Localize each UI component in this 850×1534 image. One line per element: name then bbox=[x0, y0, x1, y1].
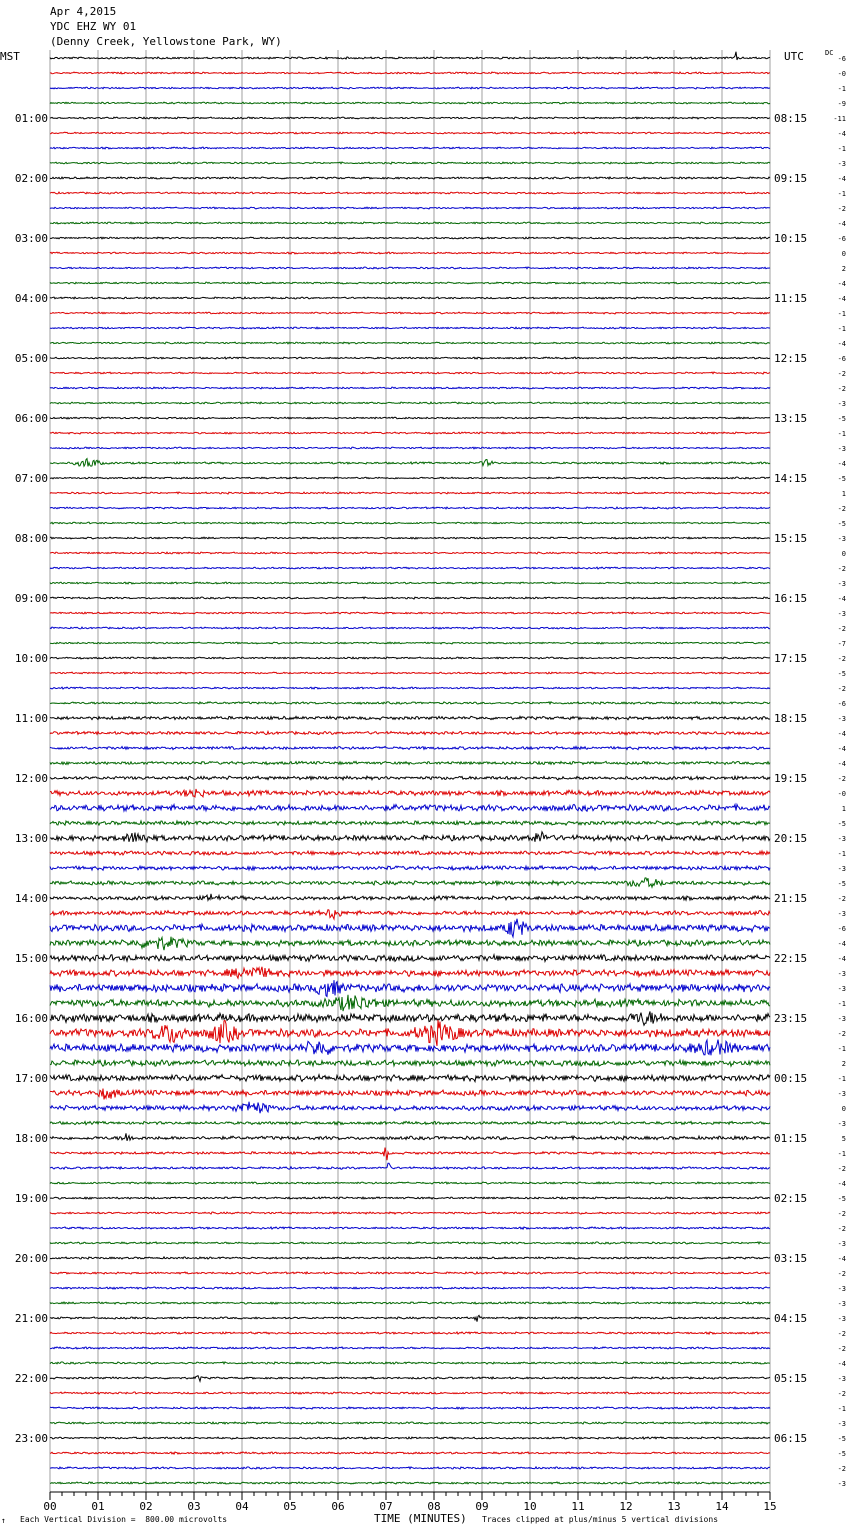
trace-line-39 bbox=[50, 642, 770, 644]
dc-offset-label: -3 bbox=[837, 1240, 846, 1248]
x-tick-label: 04 bbox=[235, 1500, 249, 1513]
dc-offset-label: -2 bbox=[837, 895, 846, 903]
mst-hour-label: 07:00 bbox=[14, 472, 48, 485]
trace-line-95 bbox=[50, 1482, 770, 1484]
mst-label: MST bbox=[0, 50, 20, 63]
trace-line-72 bbox=[50, 1133, 770, 1141]
trace-line-89 bbox=[50, 1392, 770, 1394]
utc-hour-label: 22:15 bbox=[774, 952, 808, 965]
mst-hour-label: 21:00 bbox=[14, 1312, 48, 1325]
dc-offset-label: -2 bbox=[837, 1345, 846, 1353]
trace-line-66 bbox=[50, 1040, 770, 1056]
trace-line-25 bbox=[50, 432, 770, 434]
mst-hour-label: 01:00 bbox=[14, 112, 48, 125]
trace-line-9 bbox=[50, 192, 770, 194]
trace-line-51 bbox=[50, 821, 770, 825]
dc-offset-label: -2 bbox=[837, 1270, 846, 1278]
utc-hour-label: 02:15 bbox=[774, 1192, 808, 1205]
trace-line-68 bbox=[50, 1075, 770, 1082]
x-tick-label: 03 bbox=[187, 1500, 201, 1513]
utc-hour-label: 23:15 bbox=[774, 1012, 808, 1025]
x-tick-label: 11 bbox=[571, 1500, 585, 1513]
trace-line-34 bbox=[50, 567, 770, 569]
mst-hour-label: 04:00 bbox=[14, 292, 48, 305]
trace-line-42 bbox=[50, 687, 770, 689]
mst-hour-label: 18:00 bbox=[14, 1132, 48, 1145]
trace-line-17 bbox=[50, 312, 770, 314]
x-tick-label: 12 bbox=[619, 1500, 633, 1513]
trace-line-30 bbox=[50, 507, 770, 509]
dc-offset-label: 1 bbox=[841, 490, 846, 498]
trace-line-77 bbox=[50, 1212, 770, 1214]
dc-offset-label: -2 bbox=[837, 655, 846, 663]
dc-offset-label: -5 bbox=[837, 1450, 846, 1458]
corner-arrow-icon: ↑ bbox=[1, 1516, 6, 1525]
trace-line-2 bbox=[50, 87, 770, 89]
trace-line-65 bbox=[50, 1020, 770, 1046]
trace-line-27 bbox=[50, 459, 770, 467]
trace-line-75 bbox=[50, 1182, 770, 1184]
trace-line-67 bbox=[50, 1060, 770, 1066]
mst-hour-label: 12:00 bbox=[14, 772, 48, 785]
x-tick-label: 14 bbox=[715, 1500, 729, 1513]
x-axis-label: TIME (MINUTES) bbox=[374, 1512, 467, 1525]
mst-hour-label: 20:00 bbox=[14, 1252, 48, 1265]
dc-offset-label: -2 bbox=[837, 505, 846, 513]
mst-hour-label: 16:00 bbox=[14, 1012, 48, 1025]
dc-offset-label: -6 bbox=[837, 355, 846, 363]
trace-line-41 bbox=[50, 672, 770, 674]
dc-offset-label: -1 bbox=[837, 85, 846, 93]
trace-line-92 bbox=[50, 1437, 770, 1439]
trace-line-29 bbox=[50, 492, 770, 494]
dc-offset-label: -3 bbox=[837, 865, 846, 873]
trace-line-50 bbox=[50, 804, 770, 811]
x-tick-label: 15 bbox=[763, 1500, 777, 1513]
dc-offset-label: -4 bbox=[837, 1255, 846, 1263]
dc-offset-label: -2 bbox=[837, 685, 846, 693]
utc-hour-label: 05:15 bbox=[774, 1372, 808, 1385]
trace-line-49 bbox=[50, 789, 770, 797]
trace-line-24 bbox=[50, 417, 770, 419]
utc-hour-label: 03:15 bbox=[774, 1252, 808, 1265]
trace-line-10 bbox=[50, 207, 770, 209]
dc-offset-label: 5 bbox=[841, 1135, 846, 1143]
dc-offset-label: -5 bbox=[837, 1435, 846, 1443]
trace-line-21 bbox=[50, 372, 770, 374]
dc-offset-label: -4 bbox=[837, 460, 846, 468]
trace-line-36 bbox=[50, 597, 770, 599]
dc-offset-label: -3 bbox=[837, 610, 846, 618]
mst-hour-label: 09:00 bbox=[14, 592, 48, 605]
dc-offset-label: -6 bbox=[837, 55, 846, 63]
dc-offset-label: -1 bbox=[837, 1075, 846, 1083]
dc-offset-label: -3 bbox=[837, 580, 846, 588]
trace-line-13 bbox=[50, 252, 770, 254]
dc-offset-label: -3 bbox=[837, 970, 846, 978]
trace-line-69 bbox=[50, 1089, 770, 1100]
trace-line-18 bbox=[50, 327, 770, 329]
utc-hour-label: 17:15 bbox=[774, 652, 808, 665]
mst-hour-label: 03:00 bbox=[14, 232, 48, 245]
location-label: (Denny Creek, Yellowstone Park, WY) bbox=[50, 35, 282, 48]
dc-offset-label: -3 bbox=[837, 535, 846, 543]
dc-offset-label: -3 bbox=[837, 1420, 846, 1428]
trace-line-23 bbox=[50, 402, 770, 404]
dc-offset-label: -3 bbox=[837, 910, 846, 918]
x-tick-label: 01 bbox=[91, 1500, 105, 1513]
dc-offset-label: -1 bbox=[837, 430, 846, 438]
dc-offset-label: -1 bbox=[837, 1000, 846, 1008]
scale-note: Each Vertical Division = 800.00 microvolts bbox=[20, 1515, 228, 1524]
dc-offset-label: -5 bbox=[837, 475, 846, 483]
utc-hour-label: 13:15 bbox=[774, 412, 808, 425]
dc-offset-label: -3 bbox=[837, 985, 846, 993]
trace-line-37 bbox=[50, 612, 770, 614]
trace-line-12 bbox=[50, 237, 770, 239]
dc-offset-label: 0 bbox=[841, 550, 846, 558]
trace-line-7 bbox=[50, 162, 770, 164]
dc-offset-label: -4 bbox=[837, 595, 846, 603]
dc-offset-label: -4 bbox=[837, 745, 846, 753]
trace-line-60 bbox=[50, 955, 770, 962]
trace-line-52 bbox=[50, 832, 770, 842]
dc-offset-label: -2 bbox=[837, 1030, 846, 1038]
mst-hour-label: 10:00 bbox=[14, 652, 48, 665]
mst-hour-label: 19:00 bbox=[14, 1192, 48, 1205]
x-tick-label: 05 bbox=[283, 1500, 297, 1513]
mst-hour-label: 11:00 bbox=[14, 712, 48, 725]
dc-offset-label: -3 bbox=[837, 1375, 846, 1383]
dc-offset-label: -3 bbox=[837, 1315, 846, 1323]
dc-offset-label: -6 bbox=[837, 235, 846, 243]
trace-line-86 bbox=[50, 1347, 770, 1349]
trace-line-59 bbox=[50, 937, 770, 951]
dc-offset-label: 2 bbox=[841, 1060, 846, 1068]
dc-offset-label: -1 bbox=[837, 190, 846, 198]
utc-hour-label: 16:15 bbox=[774, 592, 808, 605]
trace-line-71 bbox=[50, 1121, 770, 1124]
dc-offset-label: -5 bbox=[837, 1195, 846, 1203]
x-tick-label: 00 bbox=[43, 1500, 57, 1513]
dc-offset-label: -5 bbox=[837, 880, 846, 888]
mst-hour-label: 14:00 bbox=[14, 892, 48, 905]
dc-offset-label: -1 bbox=[837, 1150, 846, 1158]
trace-line-19 bbox=[50, 342, 770, 344]
trace-line-44 bbox=[50, 716, 770, 719]
trace-line-47 bbox=[50, 761, 770, 764]
trace-line-90 bbox=[50, 1407, 770, 1409]
trace-line-83 bbox=[50, 1302, 770, 1304]
trace-line-62 bbox=[50, 980, 770, 996]
x-tick-label: 06 bbox=[331, 1500, 345, 1513]
trace-line-31 bbox=[50, 522, 770, 524]
dc-offset-label: -4 bbox=[837, 940, 846, 948]
dc-offset-label: -0 bbox=[837, 70, 846, 78]
trace-line-56 bbox=[50, 894, 770, 901]
trace-line-93 bbox=[50, 1452, 770, 1454]
trace-line-28 bbox=[50, 477, 770, 479]
trace-line-35 bbox=[50, 582, 770, 584]
dc-offset-label: -4 bbox=[837, 730, 846, 738]
dc-offset-label: -2 bbox=[837, 370, 846, 378]
dc-offset-label: -3 bbox=[837, 835, 846, 843]
dc-offset-label: -2 bbox=[837, 775, 846, 783]
trace-line-88 bbox=[50, 1376, 770, 1382]
dc-offset-label: -3 bbox=[837, 715, 846, 723]
x-tick-label: 13 bbox=[667, 1500, 681, 1513]
dc-offset-label: -4 bbox=[837, 955, 846, 963]
dc-offset-label: -2 bbox=[837, 1465, 846, 1473]
dc-offset-label: -4 bbox=[837, 1180, 846, 1188]
mst-hour-label: 23:00 bbox=[14, 1432, 48, 1445]
trace-line-78 bbox=[50, 1227, 770, 1229]
utc-hour-label: 00:15 bbox=[774, 1072, 808, 1085]
trace-line-46 bbox=[50, 747, 770, 750]
trace-line-22 bbox=[50, 387, 770, 389]
utc-hour-label: 09:15 bbox=[774, 172, 808, 185]
utc-hour-label: 06:15 bbox=[774, 1432, 808, 1445]
utc-hour-label: 20:15 bbox=[774, 832, 808, 845]
trace-line-53 bbox=[50, 851, 770, 855]
dc-offset-label: -1 bbox=[837, 1045, 846, 1053]
trace-line-14 bbox=[50, 267, 770, 269]
trace-line-54 bbox=[50, 866, 770, 870]
trace-line-43 bbox=[50, 702, 770, 704]
dc-offset-label: 0 bbox=[841, 1105, 846, 1113]
trace-line-94 bbox=[50, 1467, 770, 1469]
trace-line-81 bbox=[50, 1272, 770, 1274]
trace-line-3 bbox=[50, 102, 770, 104]
x-tick-label: 08 bbox=[427, 1500, 441, 1513]
date-label: Apr 4,2015 bbox=[50, 5, 117, 18]
dc-offset-label: -3 bbox=[837, 1300, 846, 1308]
dc-offset-label: 0 bbox=[841, 250, 846, 258]
utc-label: UTC bbox=[784, 50, 804, 63]
mst-hour-label: 15:00 bbox=[14, 952, 48, 965]
trace-line-45 bbox=[50, 731, 770, 734]
dc-offset-label: -3 bbox=[837, 1285, 846, 1293]
dc-offset-label: -5 bbox=[837, 520, 846, 528]
mst-hour-label: 05:00 bbox=[14, 352, 48, 365]
trace-line-11 bbox=[50, 222, 770, 224]
dc-offset-label: -3 bbox=[837, 400, 846, 408]
dc-offset-label: -4 bbox=[837, 1360, 846, 1368]
dc-offset-label: -3 bbox=[837, 1120, 846, 1128]
trace-line-58 bbox=[50, 919, 770, 937]
trace-line-70 bbox=[50, 1102, 770, 1114]
dc-offset-label: -4 bbox=[837, 340, 846, 348]
trace-line-6 bbox=[50, 147, 770, 149]
utc-hour-label: 19:15 bbox=[774, 772, 808, 785]
x-tick-label: 02 bbox=[139, 1500, 153, 1513]
dc-offset-label: -2 bbox=[837, 1210, 846, 1218]
utc-hour-label: 01:15 bbox=[774, 1132, 808, 1145]
dc-offset-label: -5 bbox=[837, 670, 846, 678]
dc-offset-label: -2 bbox=[837, 1390, 846, 1398]
dc-offset-label: -1 bbox=[837, 850, 846, 858]
trace-line-15 bbox=[50, 282, 770, 284]
utc-hour-label: 15:15 bbox=[774, 532, 808, 545]
dc-offset-label: -6 bbox=[837, 925, 846, 933]
dc-offset-label: -2 bbox=[837, 1225, 846, 1233]
dc-offset-label: -5 bbox=[837, 415, 846, 423]
trace-line-63 bbox=[50, 995, 770, 1011]
trace-line-85 bbox=[50, 1332, 770, 1334]
trace-line-76 bbox=[50, 1197, 770, 1199]
x-tick-label: 07 bbox=[379, 1500, 393, 1513]
utc-hour-label: 11:15 bbox=[774, 292, 808, 305]
station-label: YDC EHZ WY 01 bbox=[50, 20, 137, 33]
dc-offset-label: -4 bbox=[837, 175, 846, 183]
trace-line-91 bbox=[50, 1422, 770, 1424]
dc-offset-label: -3 bbox=[837, 1015, 846, 1023]
utc-hour-label: 12:15 bbox=[774, 352, 808, 365]
dc-offset-label: -4 bbox=[837, 220, 846, 228]
trace-line-16 bbox=[50, 297, 770, 299]
dc-offset-label: -2 bbox=[837, 1165, 846, 1173]
trace-line-82 bbox=[50, 1287, 770, 1289]
utc-hour-label: 08:15 bbox=[774, 112, 808, 125]
trace-line-4 bbox=[50, 117, 770, 119]
dc-offset-label: -4 bbox=[837, 760, 846, 768]
mst-hour-label: 02:00 bbox=[14, 172, 48, 185]
utc-hour-label: 14:15 bbox=[774, 472, 808, 485]
trace-line-32 bbox=[50, 537, 770, 539]
dc-offset-label: -5 bbox=[837, 820, 846, 828]
x-tick-label: 10 bbox=[523, 1500, 537, 1513]
dc-offset-label: -4 bbox=[837, 280, 846, 288]
trace-line-20 bbox=[50, 357, 770, 359]
trace-line-38 bbox=[50, 627, 770, 629]
dc-offset-label: -4 bbox=[837, 295, 846, 303]
dc-offset-label: -3 bbox=[837, 1090, 846, 1098]
trace-line-5 bbox=[50, 132, 770, 134]
dc-offset-label: -1 bbox=[837, 145, 846, 153]
dc-offset-label: -1 bbox=[837, 310, 846, 318]
dc-offset-label: -4 bbox=[837, 130, 846, 138]
trace-line-84 bbox=[50, 1315, 770, 1321]
dc-offset-label: -0 bbox=[837, 790, 846, 798]
trace-line-74 bbox=[50, 1163, 770, 1169]
trace-line-1 bbox=[50, 72, 770, 74]
dc-offset-label: -9 bbox=[837, 100, 846, 108]
trace-line-8 bbox=[50, 177, 770, 179]
trace-line-73 bbox=[50, 1148, 770, 1161]
trace-line-80 bbox=[50, 1257, 770, 1259]
dc-offset-label: -11 bbox=[833, 115, 846, 123]
mst-hour-label: 22:00 bbox=[14, 1372, 48, 1385]
trace-line-87 bbox=[50, 1362, 770, 1364]
mst-hour-label: 08:00 bbox=[14, 532, 48, 545]
dc-offset-label: -2 bbox=[837, 625, 846, 633]
trace-line-61 bbox=[50, 967, 770, 978]
dc-offset-label: -3 bbox=[837, 160, 846, 168]
dc-offset-label: -2 bbox=[837, 385, 846, 393]
dc-offset-label: -1 bbox=[837, 325, 846, 333]
trace-line-64 bbox=[50, 1011, 770, 1025]
trace-line-79 bbox=[50, 1242, 770, 1244]
trace-line-57 bbox=[50, 910, 770, 919]
utc-hour-label: 04:15 bbox=[774, 1312, 808, 1325]
dc-offset-label: -2 bbox=[837, 565, 846, 573]
trace-line-26 bbox=[50, 447, 770, 449]
trace-line-40 bbox=[50, 657, 770, 659]
utc-hour-label: 18:15 bbox=[774, 712, 808, 725]
trace-line-48 bbox=[50, 776, 770, 780]
dc-offset-label: 2 bbox=[841, 265, 846, 273]
dc-offset-label: -3 bbox=[837, 1480, 846, 1488]
dc-offset-label: 1 bbox=[841, 805, 846, 813]
dc-offset-label: -2 bbox=[837, 1330, 846, 1338]
dc-offset-label: -6 bbox=[837, 700, 846, 708]
clip-note: Traces clipped at plus/minus 5 vertical divisions bbox=[482, 1515, 719, 1524]
dc-offset-label: -2 bbox=[837, 205, 846, 213]
trace-line-33 bbox=[50, 552, 770, 554]
mst-hour-label: 17:00 bbox=[14, 1072, 48, 1085]
dc-offset-label: -1 bbox=[837, 1405, 846, 1413]
trace-line-55 bbox=[50, 878, 770, 887]
dc-offset-label: -7 bbox=[837, 640, 846, 648]
trace-line-0 bbox=[50, 52, 770, 60]
utc-hour-label: 21:15 bbox=[774, 892, 808, 905]
dc-offset-label: -3 bbox=[837, 445, 846, 453]
x-tick-label: 09 bbox=[475, 1500, 489, 1513]
dc-label: DC bbox=[825, 49, 834, 57]
mst-hour-label: 06:00 bbox=[14, 412, 48, 425]
utc-hour-label: 10:15 bbox=[774, 232, 808, 245]
mst-hour-label: 13:00 bbox=[14, 832, 48, 845]
